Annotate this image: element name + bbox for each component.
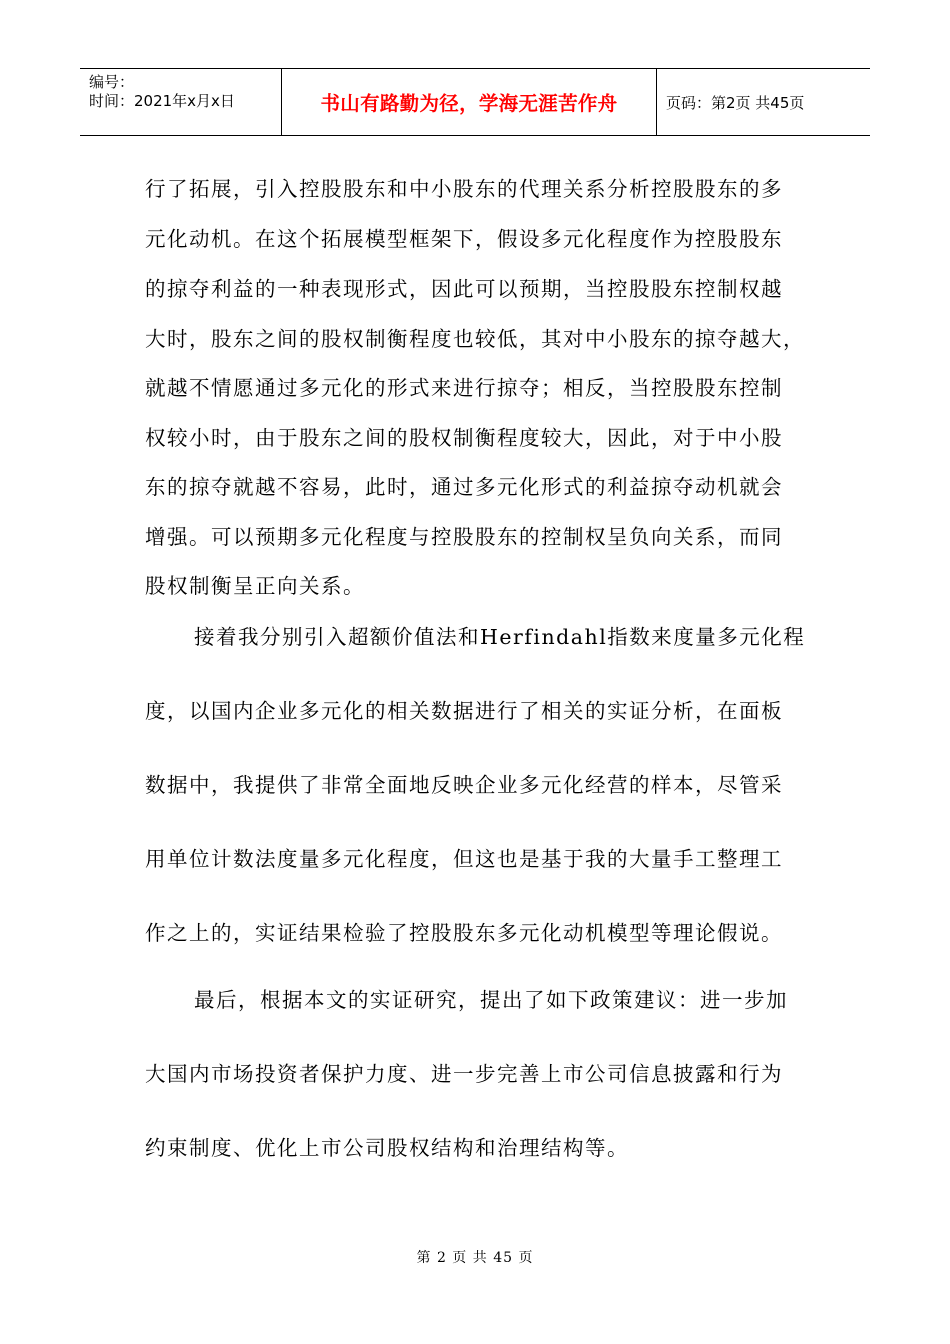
- paragraph2-line: 数据中，我提供了非常全面地反映企业多元化经营的样本，尽管采: [145, 773, 783, 797]
- paragraph3-line: 最后，根据本文的实证研究，提出了如下政策建议：进一步加: [194, 988, 788, 1012]
- header-motto: 书山有路勤为径，学海无涯苦作舟: [320, 92, 618, 115]
- paragraph1-line: 元化动机。在这个拓展模型框架下，假设多元化程度作为控股股东: [145, 227, 783, 251]
- paragraph2-line: 用单位计数法度量多元化程度，但这也是基于我的大量手工整理工: [145, 847, 783, 871]
- paragraph1-line: 东的掠夺就越不容易，此时，通过多元化形式的利益掠夺动机就会: [145, 475, 783, 499]
- paragraph1-line: 的掠夺利益的一种表现形式，因此可以预期，当控股股东控制权越: [145, 277, 783, 301]
- paragraph3-line: 约束制度、优化上市公司股权结构和治理结构等。: [145, 1136, 629, 1160]
- page-footer: 第 2 页 共 45 页: [416, 1250, 534, 1266]
- document-number-label: 编号：: [89, 73, 135, 91]
- paragraph3-line: 大国内市场投资者保护力度、进一步完善上市公司信息披露和行为: [145, 1062, 783, 1086]
- paragraph2-line: 作之上的，实证结果检验了控股股东多元化动机模型等理论假说。: [145, 921, 783, 945]
- paragraph1-line: 增强。可以预期多元化程度与控股股东的控制权呈负向关系，而同: [145, 525, 783, 549]
- paragraph1-line: 大时，股东之间的股权制衡程度也较低，其对中小股东的掠夺越大，: [145, 327, 805, 351]
- paragraph1-line: 行了拓展，引入控股股东和中小股东的代理关系分析控股股东的多: [145, 177, 783, 201]
- paragraph1-line: 权较小时，由于股东之间的股权制衡程度较大，因此，对于中小股: [145, 426, 783, 450]
- paragraph1-line: 就越不情愿通过多元化的形式来进行掠夺；相反，当控股股东控制: [145, 376, 783, 400]
- paragraph1-line: 股权制衡呈正向关系。: [145, 574, 365, 598]
- paragraph2-line: 度，以国内企业多元化的相关数据进行了相关的实证分析，在面板: [145, 699, 783, 723]
- paragraph2-line: 接着我分别引入超额价值法和Herfindahl指数来度量多元化程: [194, 625, 806, 649]
- header-page-info: 页码：第2页 共45页: [666, 93, 805, 112]
- document-time-label: 时间：2021年x月x日: [89, 92, 235, 110]
